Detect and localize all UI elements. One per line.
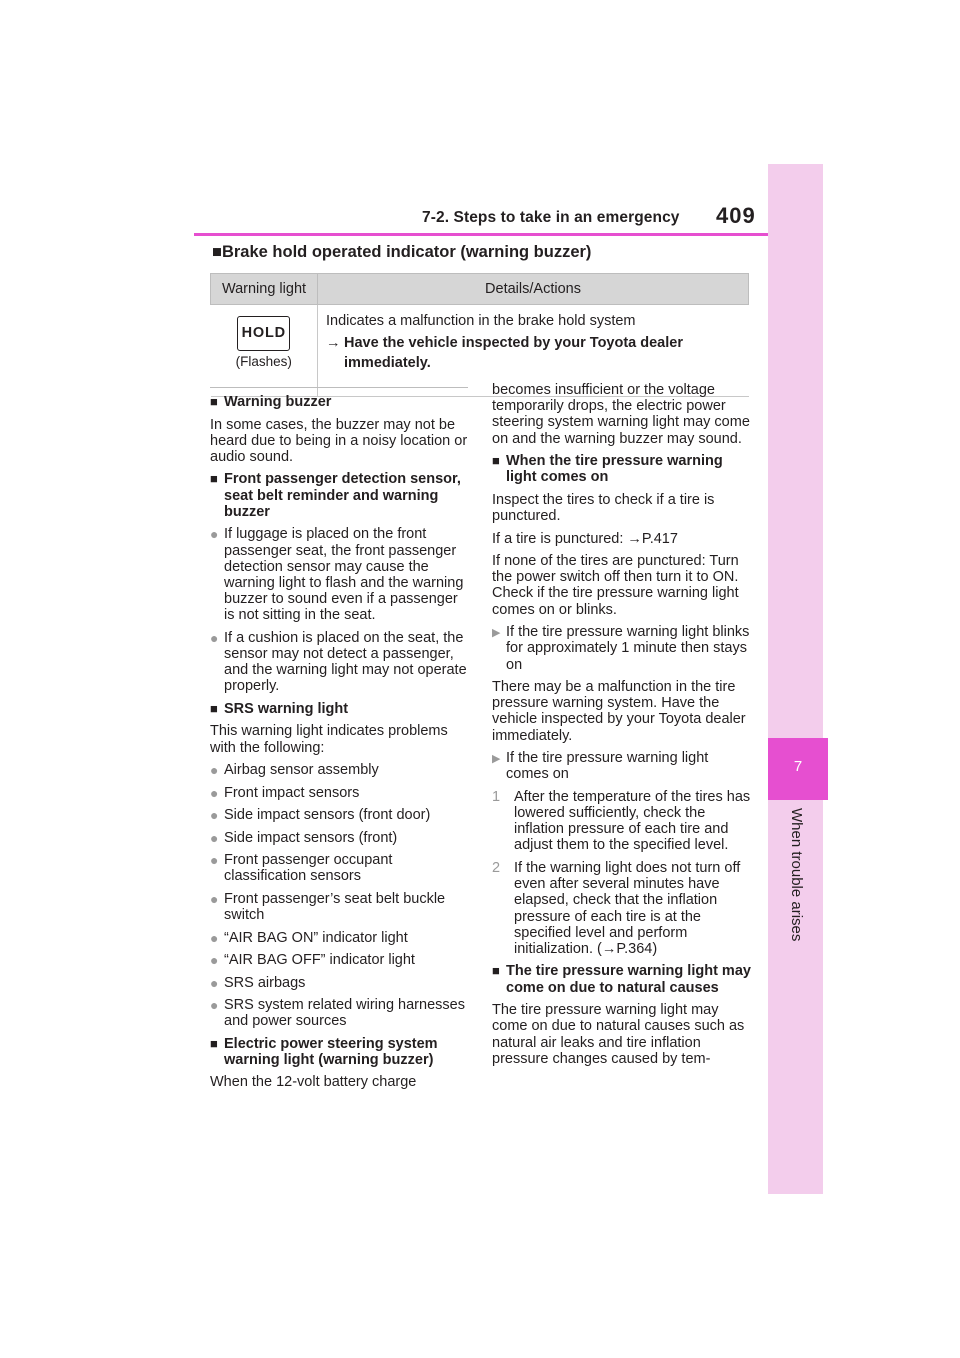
heading-natural-causes: ■ The tire pressure warning light may come on due to natural causes xyxy=(492,963,751,996)
paragraph: The tire pressure warning light may come on due to natural causes such as natural air leaks and tire inflation pressure changes caused by tem- xyxy=(492,1002,745,1067)
paragraph: This warning light indicates problems with the following: xyxy=(210,723,448,756)
list-item: ● “AIR BAG ON” indicator light xyxy=(210,929,408,946)
paragraph: If none of the tires are punctured: Turn the power switch off then turn it to ON. Check if the tire pressure warning light comes on or blinks. xyxy=(492,553,739,618)
divider xyxy=(210,387,468,388)
table-header-light: Warning light xyxy=(211,274,318,305)
action-text: → Have the vehicle inspected by your Toyota dealer immediately. xyxy=(326,335,683,371)
list-item: ● Front passenger occupant classification sensors xyxy=(210,852,393,885)
list-item: ● If a cushion is placed on the seat, the sensor may not detect a passenger, and the warning light may not operate properly. xyxy=(210,629,467,695)
side-tab-strip xyxy=(768,164,823,1194)
warning-light-table xyxy=(210,273,749,397)
list-item: ● Side impact sensors (front) xyxy=(210,829,398,846)
list-item: ● If luggage is placed on the front passenger seat, the front passenger detection sensor may cause the warning light to flash and the warning buzzer to sound even if a passenger is not sitting in the seat. xyxy=(210,526,464,624)
paragraph: When the 12-volt battery charge xyxy=(210,1074,417,1091)
bullet-icon: ● xyxy=(210,629,219,646)
paragraph: Inspect the tires to check if a tire is punctured. xyxy=(492,491,715,525)
bullet-icon: ● xyxy=(210,974,219,991)
indicator-caption: (Flashes) xyxy=(235,354,292,369)
paragraph: becomes insufficient or the voltage temporarily drops, the electric power steering system warning light may come on and the warning buzzer may sound. xyxy=(492,382,750,447)
left-column xyxy=(210,394,470,1097)
heading-front-passenger: ■ Front passenger detection sensor, seat belt reminder and warning buzzer xyxy=(210,471,461,520)
chapter-title: When trouble arises xyxy=(788,808,805,942)
header-rule xyxy=(194,233,768,236)
heading-tire-pressure: ■ When the tire pressure warning light comes on xyxy=(492,453,723,486)
bullet-icon: ● xyxy=(210,762,219,779)
arrow-icon: → xyxy=(627,530,642,547)
paragraph: There may be a malfunction in the tire pressure warning system. Have the vehicle inspected by your Toyota dealer immediately. xyxy=(492,679,746,744)
bullet-icon: ● xyxy=(210,952,219,969)
hold-indicator-icon: HOLD xyxy=(237,316,290,351)
case-item: ▶ If the tire pressure warning light comes on xyxy=(492,750,709,783)
section-header: 7-2. Steps to take in an emergency xyxy=(422,209,680,226)
list-item: ● Side impact sensors (front door) xyxy=(210,807,431,824)
arrow-icon: → xyxy=(601,940,617,957)
page-reference[interactable]: P.417 xyxy=(641,530,678,547)
bullet-icon: ● xyxy=(210,784,219,801)
page-reference[interactable]: P.364 xyxy=(616,940,653,957)
bullet-icon: ● xyxy=(210,852,219,869)
triangle-icon: ▶ xyxy=(492,753,501,766)
bullet-icon: ● xyxy=(210,890,219,907)
bullet-icon: ● xyxy=(210,829,219,846)
section-heading: ■Brake hold operated indicator (warning buzzer) xyxy=(212,243,592,261)
arrow-icon: → xyxy=(326,335,341,351)
list-item: ● SRS airbags xyxy=(210,974,306,991)
list-item: ● “AIR BAG OFF” indicator light xyxy=(210,952,415,969)
step-item: 2 If the warning light does not turn off even after several minutes have elapsed, check that the inflation pressure of each tire is at the specified level and perform initialization. (→P.364) xyxy=(492,859,741,957)
right-column xyxy=(492,382,754,1073)
heading-warning-buzzer: ■ Warning buzzer xyxy=(210,394,332,410)
list-item: ● SRS system related wiring harnesses and power sources xyxy=(210,997,465,1030)
triangle-icon: ▶ xyxy=(492,627,501,640)
chapter-number: 7 xyxy=(793,758,803,775)
bullet-icon: ● xyxy=(210,997,219,1014)
case-item: ▶ If the tire pressure warning light blinks for approximately 1 minute then stays on xyxy=(492,624,750,673)
list-item: ● Front passenger’s seat belt buckle switch xyxy=(210,890,446,924)
heading-srs: ■ SRS warning light xyxy=(210,700,349,717)
indicator-cell xyxy=(211,305,318,397)
list-item: ● Airbag sensor assembly xyxy=(210,762,379,779)
page-number: 409 xyxy=(716,203,756,228)
list-item: ● Front impact sensors xyxy=(210,784,360,801)
step-item: 1 After the temperature of the tires has lowered sufficiently, check the inflation pressure of each tire and adjust them to the specified level. xyxy=(492,788,751,854)
table-header-details: Details/Actions xyxy=(318,274,749,305)
bullet-icon: ● xyxy=(210,929,219,946)
bullet-icon: ● xyxy=(210,807,219,824)
detail-text: Indicates a malfunction in the brake hold system xyxy=(326,313,636,329)
paragraph: If a tire is punctured: →P.417 xyxy=(492,530,678,547)
paragraph: In some cases, the buzzer may not be heard due to being in a noisy location or audio sound. xyxy=(210,416,468,465)
bullet-icon: ● xyxy=(210,526,219,543)
heading-eps: ■ Electric power steering system warning light (warning buzzer) xyxy=(210,1035,438,1068)
